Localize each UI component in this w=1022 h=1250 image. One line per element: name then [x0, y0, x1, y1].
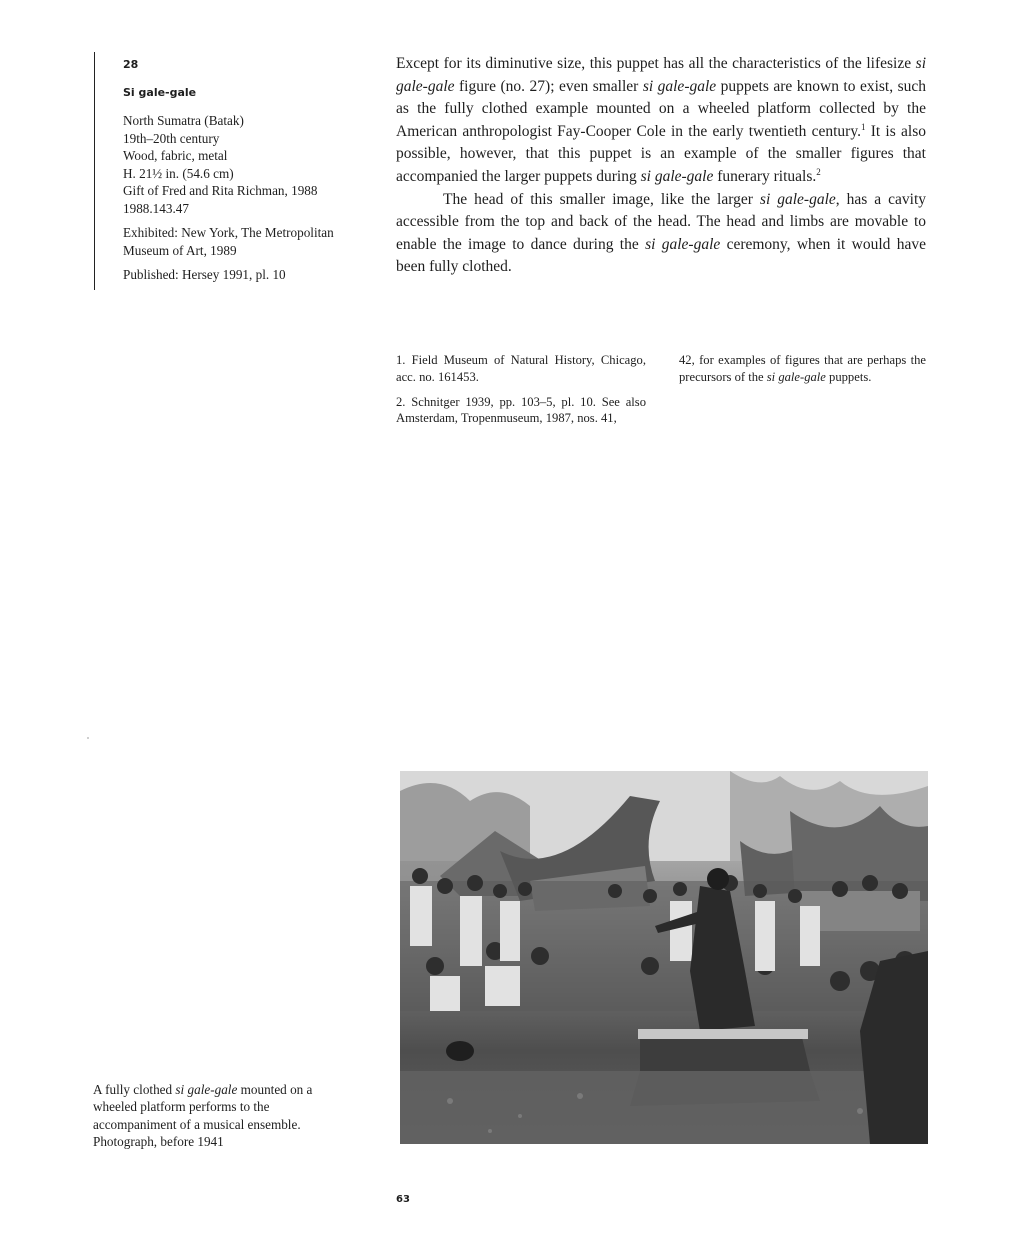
entry-credit: Gift of Fred and Rita Richman, 1988	[123, 183, 318, 198]
text-run: It is also possible, however, that this puppet is an example of the smaller figures that accompanied the larger puppets during	[396, 122, 926, 185]
footnotes-column-2	[679, 352, 926, 394]
body-paragraph-2	[396, 189, 926, 279]
body-paragraph-1	[396, 53, 926, 189]
text-run-italic: si gale-gale	[645, 235, 721, 253]
catalogue-entry	[123, 56, 363, 291]
entry-exhibited-line2: Museum of Art, 1989	[123, 242, 237, 258]
text-run: The head of this smaller image, like the larger	[443, 190, 760, 208]
text-run-italic: si gale-gale	[759, 190, 836, 208]
footnotes-column-1	[396, 352, 646, 435]
photo-caption	[93, 1081, 343, 1151]
entry-title: Si gale-gale	[123, 85, 197, 99]
footnote-1: 1. Field Museum of Natural History, Chicago, acc. no. 161453.	[396, 353, 646, 384]
entry-exhibited-line1: Exhibited: New York, The Metropolitan	[123, 225, 334, 240]
entry-materials: Wood, fabric, metal	[123, 148, 228, 163]
text-run-italic: si gale-gale	[642, 77, 717, 95]
text-run: , has a cavity accessible from the top and back of the head. The head and limbs are movable to enable the image to dance during the	[396, 190, 926, 253]
entry-dimensions: H. 21½ in. (54.6 cm)	[123, 165, 234, 181]
text-run-italic: si gale-gale	[766, 369, 826, 384]
footnote-2-continued	[679, 352, 926, 386]
footnote-ref-1[interactable]: 1	[860, 121, 866, 132]
margin-rule	[94, 52, 95, 290]
text-run: puppets.	[825, 369, 872, 384]
footnote-2: 2. Schnitger 1939, pp. 103–5, pl. 10. See also Amsterdam, Tropenmuseum, 1987, nos. 41,	[396, 394, 646, 426]
text-run: Except for its diminutive size, this puppet has all the characteristics of the lifesize	[396, 55, 916, 72]
entry-exhibited	[123, 224, 363, 259]
text-run: funerary rituals.	[713, 167, 817, 185]
text-run-italic: si gale-gale	[640, 167, 714, 185]
text-run: mounted on a wheeled platform performs to the accompaniment of a musical ensemble. Photograph, before 1941	[93, 1082, 313, 1150]
text-run: A fully clothed	[93, 1082, 176, 1097]
body-text	[396, 53, 926, 279]
text-run: ceremony, when it would have been fully clothed.	[396, 235, 926, 276]
text-run: figure (no. 27); even smaller	[454, 77, 643, 95]
archival-photograph	[400, 771, 928, 1144]
text-run: 42, for examples of figures that are perhaps the precursors of the	[679, 353, 926, 384]
footnote-ref-2[interactable]: 2	[816, 166, 821, 177]
entry-origin: North Sumatra (Batak)	[123, 113, 244, 128]
photograph-illustration	[400, 771, 928, 1144]
entry-accession: 1988.143.47	[123, 200, 189, 216]
page-speck	[87, 737, 89, 739]
text-run-italic: si gale-gale	[396, 55, 926, 95]
entry-published: Published: Hersey 1991, pl. 10	[123, 267, 286, 282]
page-number: 63	[396, 1194, 410, 1205]
text-run-italic: si gale-gale	[175, 1082, 238, 1097]
entry-details	[123, 112, 363, 217]
entry-number: 28	[123, 58, 139, 71]
entry-date: 19th–20th century	[123, 130, 220, 146]
text-run: puppets are known to exist, such as the fully clothed example mounted on a wheeled platform collected by the American anthropologist Fay-Cooper Cole in the early twentieth century.	[396, 77, 926, 140]
